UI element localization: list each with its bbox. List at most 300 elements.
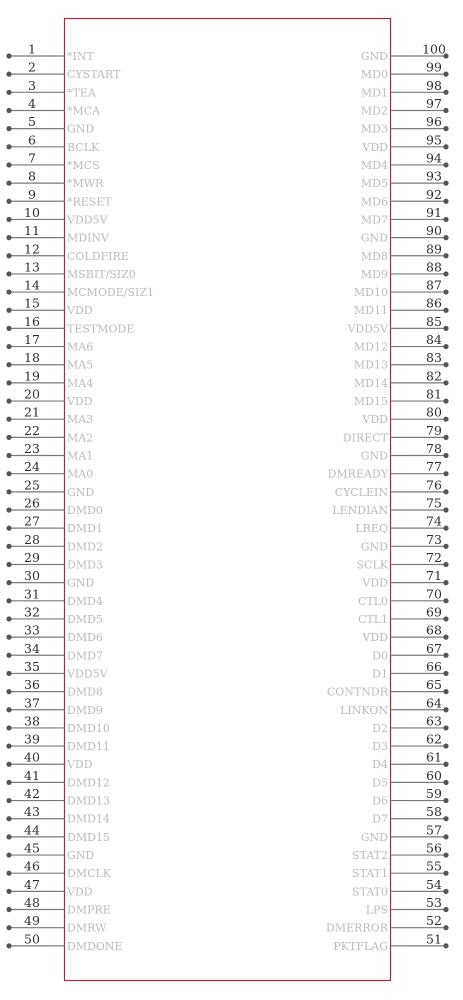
pin-end-dot	[6, 507, 11, 512]
pin-label: DMD10	[67, 721, 110, 735]
pin-number: 83	[426, 350, 442, 366]
pin-end-dot	[6, 326, 11, 331]
pin-number: 39	[24, 731, 40, 747]
pin-label: D6	[372, 794, 388, 808]
pin-end-dot	[443, 162, 448, 167]
pin-number: 70	[426, 586, 442, 602]
pin-end-dot	[443, 181, 448, 186]
pin-end-dot	[443, 871, 448, 876]
pin-end-dot	[6, 762, 11, 767]
pin-label: DMD12	[67, 776, 110, 790]
pin-label: MD11	[353, 304, 388, 318]
pin-number: 85	[426, 313, 442, 329]
pin-end-dot	[6, 144, 11, 149]
pin-end-dot	[443, 816, 448, 821]
pin-end-dot	[443, 344, 448, 349]
pin-label: MDINV	[67, 231, 109, 245]
pin-number: 38	[24, 713, 40, 729]
pin-end-dot	[6, 181, 11, 186]
pin-end-dot	[6, 90, 11, 95]
pin-number: 34	[24, 640, 40, 656]
pin-label: D4	[372, 758, 388, 772]
pin-end-dot	[443, 362, 448, 367]
pin-number: 74	[426, 513, 442, 529]
pin-end-dot	[6, 526, 11, 531]
pin-end-dot	[443, 217, 448, 222]
pin-label: COLDFIRE	[67, 249, 129, 263]
pin-label: GND	[360, 50, 388, 63]
pin-end-dot	[443, 235, 448, 240]
pin-number: 84	[426, 332, 442, 348]
pin-label: MD8	[360, 249, 388, 263]
pin-number: 66	[426, 658, 442, 674]
pin-label: VDD5V	[67, 213, 108, 227]
pin-number: 71	[426, 568, 442, 584]
pin-number: 47	[24, 876, 40, 892]
pin-number: 96	[426, 114, 442, 130]
pin-number: 1	[28, 41, 36, 57]
pin-end-dot	[443, 780, 448, 785]
pin-end-dot	[443, 144, 448, 149]
pin-label: TESTMODE	[67, 322, 135, 336]
pin-number: 62	[426, 731, 442, 747]
pin-number: 95	[426, 132, 442, 148]
pin-label: *INT	[67, 50, 94, 63]
pin-number: 36	[24, 677, 40, 693]
pin-end-dot	[443, 398, 448, 403]
pin-label: MA2	[67, 431, 94, 445]
pin-label: DMD13	[67, 794, 110, 808]
pin-number: 28	[24, 531, 40, 547]
pin-end-dot	[443, 489, 448, 494]
pin-number: 88	[426, 259, 442, 275]
pin-end-dot	[443, 616, 448, 621]
pin-number: 97	[426, 95, 442, 111]
pin-number: 12	[24, 241, 40, 257]
pin-label: MA3	[67, 413, 94, 427]
pin-label: MD10	[353, 286, 388, 300]
pin-label: VDD	[67, 304, 93, 318]
pin-label: D7	[372, 812, 388, 826]
pin-label: STAT1	[352, 867, 388, 881]
pin-number: 19	[24, 368, 40, 384]
pin-number: 91	[426, 204, 442, 220]
pin-number: 4	[28, 95, 36, 111]
pin-label: DMD4	[67, 594, 103, 608]
pin-label: CTL1	[357, 612, 388, 626]
pin-end-dot	[6, 743, 11, 748]
pin-end-dot	[6, 217, 11, 222]
pin-label: LINKON	[340, 703, 388, 717]
pin-label: LPS	[365, 903, 388, 917]
pin-number: 67	[426, 640, 442, 656]
pin-label: DMPRE	[67, 903, 111, 917]
pin-label: VDD5V	[67, 667, 108, 681]
pin-end-dot	[443, 417, 448, 422]
pin-number: 33	[24, 622, 40, 638]
pin-number: 35	[24, 658, 40, 674]
pin-number: 54	[426, 876, 442, 892]
pin-number: 9	[28, 186, 36, 202]
pin-label: DMD7	[67, 649, 103, 663]
pin-end-dot	[6, 580, 11, 585]
pin-end-dot	[443, 126, 448, 131]
pin-label: MSBIT/SIZ0	[67, 267, 136, 281]
pin-number: 48	[24, 895, 40, 911]
pin-label: GND	[67, 576, 95, 590]
pin-number: 78	[426, 441, 442, 457]
pin-end-dot	[443, 253, 448, 258]
pin-number: 63	[426, 713, 442, 729]
pin-end-dot	[6, 126, 11, 131]
pin-label: MD9	[360, 267, 388, 281]
pin-label: LENDIAN	[332, 504, 388, 517]
pin-number: 68	[426, 622, 442, 638]
pin-number: 14	[24, 277, 40, 293]
pin-48	[6, 895, 110, 917]
pin-end-dot	[6, 271, 11, 276]
pin-label: DMERROR	[326, 921, 388, 935]
pin-number: 51	[426, 931, 442, 947]
pin-label: MD1	[360, 86, 388, 100]
pin-label: VDD	[362, 631, 388, 645]
pin-end-dot	[443, 326, 448, 331]
pin-end-dot	[443, 689, 448, 694]
pin-end-dot	[6, 834, 11, 839]
pin-end-dot	[443, 798, 448, 803]
pin-number: 69	[426, 604, 442, 620]
pin-end-dot	[6, 780, 11, 785]
pin-end-dot	[443, 90, 448, 95]
pin-label: *MWR	[67, 177, 104, 191]
pin-label: BCLK	[67, 140, 100, 154]
pin-label: VDD	[362, 140, 388, 154]
pin-number: 3	[28, 77, 36, 93]
pin-number: 25	[24, 477, 40, 493]
pin-end-dot	[443, 562, 448, 567]
pin-label: MCMODE/SIZ1	[67, 286, 155, 300]
pin-number: 30	[24, 568, 40, 584]
pin-number: 64	[426, 695, 442, 711]
pin-end-dot	[6, 671, 11, 676]
pin-end-dot	[6, 471, 11, 476]
pin-number: 76	[426, 477, 442, 493]
pin-number: 79	[426, 422, 442, 438]
pin-number: 18	[24, 350, 40, 366]
pin-end-dot	[443, 671, 448, 676]
pin-number: 15	[24, 295, 40, 311]
pin-label: DMD3	[67, 558, 103, 572]
pin-label: DMD5	[67, 612, 103, 626]
pin-end-dot	[443, 889, 448, 894]
pin-end-dot	[443, 289, 448, 294]
pin-number: 10	[24, 204, 40, 220]
pin-end-dot	[6, 435, 11, 440]
pin-label: DMD8	[67, 685, 103, 699]
pin-end-dot	[443, 598, 448, 603]
pin-end-dot	[6, 162, 11, 167]
pin-end-dot	[6, 362, 11, 367]
pin-number: 17	[24, 332, 40, 348]
pin-number: 53	[426, 895, 442, 911]
pin-end-dot	[6, 72, 11, 77]
pin-label: GND	[360, 449, 388, 463]
pin-label: GND	[67, 485, 95, 499]
pin-41	[6, 768, 110, 790]
pin-label: GND	[360, 231, 388, 245]
pin-number: 94	[426, 150, 442, 166]
pin-end-dot	[443, 199, 448, 204]
pin-label: D3	[372, 740, 388, 754]
pin-number: 50	[24, 931, 40, 947]
pin-number: 11	[24, 223, 40, 239]
pin-label: DMD1	[67, 522, 103, 536]
pin-end-dot	[443, 907, 448, 912]
pin-number: 22	[24, 422, 40, 438]
pin-end-dot	[443, 653, 448, 658]
pin-label: PKTFLAG	[333, 939, 388, 953]
pin-number: 87	[426, 277, 442, 293]
pin-label: STAT2	[352, 849, 388, 863]
pin-number: 65	[426, 677, 442, 693]
pin-number: 20	[24, 386, 40, 402]
pin-label: DMD11	[67, 740, 110, 754]
pin-label: VDD	[67, 885, 93, 899]
pin-label: DIRECT	[342, 431, 388, 445]
pin-end-dot	[443, 308, 448, 313]
pin-label: MA0	[67, 467, 94, 481]
pin-label: MA6	[67, 340, 94, 354]
pin-label: VDD	[67, 395, 93, 409]
pin-end-dot	[6, 489, 11, 494]
pin-label: DMRW	[67, 921, 107, 935]
pin-end-dot	[443, 435, 448, 440]
pin-number: 26	[24, 495, 40, 511]
pin-label: D5	[372, 776, 388, 790]
pin-end-dot	[443, 526, 448, 531]
pin-label: VDD	[67, 758, 93, 772]
pin-number: 27	[24, 513, 40, 529]
pin-end-dot	[443, 762, 448, 767]
pin-end-dot	[6, 798, 11, 803]
pin-end-dot	[443, 471, 448, 476]
pin-end-dot	[443, 507, 448, 512]
pin-1	[6, 42, 94, 64]
pin-end-dot	[6, 616, 11, 621]
pin-label: DMREADY	[327, 467, 388, 481]
pin-label: VDD5V	[347, 322, 388, 336]
pin-number: 16	[24, 313, 40, 329]
pin-label: DMD15	[67, 830, 110, 844]
pin-end-dot	[443, 743, 448, 748]
pin-end-dot	[443, 580, 448, 585]
pin-number: 43	[24, 804, 40, 820]
pin-end-dot	[6, 253, 11, 258]
pin-end-dot	[6, 816, 11, 821]
pin-number: 13	[24, 259, 40, 275]
pin-label: MD6	[360, 195, 388, 209]
pin-end-dot	[6, 417, 11, 422]
pin-label: MD14	[353, 376, 388, 390]
pin-number: 57	[426, 822, 442, 838]
pin-label: D2	[372, 721, 388, 735]
pin-end-dot	[6, 889, 11, 894]
pin-end-dot	[6, 380, 11, 385]
pin-end-dot	[6, 235, 11, 240]
left-pin-group	[6, 42, 154, 953]
pin-end-dot	[6, 653, 11, 658]
pin-label: SCLK	[356, 558, 388, 572]
pin-number: 2	[28, 59, 36, 75]
pin-end-dot	[6, 635, 11, 640]
pin-end-dot	[443, 453, 448, 458]
pin-label: DMD9	[67, 703, 103, 717]
pin-end-dot	[443, 943, 448, 948]
pin-end-dot	[6, 199, 11, 204]
pin-end-dot	[443, 380, 448, 385]
pin-label: STAT0	[352, 885, 388, 899]
pin-end-dot	[443, 271, 448, 276]
pin-label: CONTNDR	[326, 685, 388, 699]
pin-number: 49	[24, 913, 40, 929]
pin-number: 6	[28, 132, 36, 148]
pin-label: MD0	[360, 68, 388, 82]
pin-end-dot	[6, 453, 11, 458]
pin-end-dot	[6, 598, 11, 603]
pin-end-dot	[443, 725, 448, 730]
pin-number: 60	[426, 767, 442, 783]
pin-label: MD12	[353, 340, 388, 354]
pin-label: MA5	[67, 358, 94, 372]
pin-end-dot	[443, 852, 448, 857]
pin-label: GND	[67, 849, 95, 863]
pin-label: GND	[360, 540, 388, 554]
pin-label: MD5	[360, 177, 388, 191]
pin-label: DMD6	[67, 631, 103, 645]
pin-number: 82	[426, 368, 442, 384]
pin-number: 29	[24, 549, 40, 565]
pin-end-dot	[6, 925, 11, 930]
pin-label: VDD	[362, 413, 388, 427]
pin-number: 56	[426, 840, 442, 856]
pin-label: LREQ	[355, 522, 388, 536]
pin-number: 45	[24, 840, 40, 856]
pin-number: 90	[426, 223, 442, 239]
pin-number: 31	[24, 586, 40, 602]
pin-label: MA4	[67, 376, 94, 390]
pin-number: 58	[426, 804, 442, 820]
pin-end-dot	[6, 344, 11, 349]
pin-end-dot	[6, 943, 11, 948]
pin-number: 77	[426, 459, 442, 475]
pin-number: 61	[426, 749, 442, 765]
pin-label: CYSTART	[67, 68, 121, 82]
pin-46	[6, 859, 111, 881]
pin-label: VDD	[362, 576, 388, 590]
pin-label: MD15	[353, 395, 388, 409]
pin-number: 23	[24, 441, 40, 457]
pin-number: 46	[24, 858, 40, 874]
pin-label: *RESET	[67, 195, 112, 209]
pin-number: 73	[426, 531, 442, 547]
pin-end-dot	[6, 544, 11, 549]
pin-number: 5	[28, 114, 36, 130]
pin-number: 32	[24, 604, 40, 620]
pin-number: 40	[24, 749, 40, 765]
pin-end-dot	[443, 635, 448, 640]
pin-end-dot	[443, 834, 448, 839]
pin-label: MA1	[67, 449, 94, 463]
pin-label: DMD0	[67, 504, 103, 517]
pin-end-dot	[443, 108, 448, 113]
pin-number: 99	[426, 59, 442, 75]
pin-end-dot	[6, 562, 11, 567]
pin-2	[6, 60, 121, 82]
pin-label: *TEA	[67, 86, 96, 100]
pin-number: 59	[426, 786, 442, 802]
pin-number: 93	[426, 168, 442, 184]
pin-label: MD7	[360, 213, 388, 227]
pin-end-dot	[6, 398, 11, 403]
pin-end-dot	[6, 725, 11, 730]
pin-number: 42	[24, 786, 40, 802]
pin-number: 86	[426, 295, 442, 311]
pin-end-dot	[443, 707, 448, 712]
pin-number: 7	[28, 150, 36, 166]
pin-label: D1	[372, 667, 388, 681]
pin-label: MD3	[360, 122, 388, 136]
pin-label: GND	[360, 830, 388, 844]
pin-number: 37	[24, 695, 40, 711]
pin-end-dot	[6, 108, 11, 113]
pin-label: DMD2	[67, 540, 103, 554]
pin-end-dot	[6, 289, 11, 294]
pin-label: MD13	[353, 358, 388, 372]
pin-label: D0	[372, 649, 388, 663]
pin-number: 21	[24, 404, 40, 420]
pin-label: DMDONE	[67, 939, 123, 953]
pin-number: 8	[28, 168, 36, 184]
right-pin-group	[326, 42, 449, 953]
pin-label: *MCS	[67, 158, 100, 172]
pin-number: 41	[24, 767, 40, 783]
pin-label: CTL0	[357, 594, 388, 608]
pin-end-dot	[6, 871, 11, 876]
pin-number: 44	[24, 822, 40, 838]
pin-end-dot	[6, 907, 11, 912]
pin-number: 98	[426, 77, 442, 93]
pin-number: 100	[422, 41, 446, 57]
pin-end-dot	[6, 689, 11, 694]
pin-label: MD2	[360, 104, 388, 118]
pin-end-dot	[6, 707, 11, 712]
pin-label: MD4	[360, 158, 388, 172]
pin-end-dot	[6, 308, 11, 313]
pin-label: GND	[67, 122, 95, 136]
pin-end-dot	[443, 72, 448, 77]
pin-end-dot	[443, 925, 448, 930]
pin-label: DMCLK	[67, 867, 112, 881]
pin-number: 55	[426, 858, 442, 874]
pin-number: 52	[426, 913, 442, 929]
pin-number: 24	[24, 459, 40, 475]
pin-label: *MCA	[67, 104, 101, 118]
pin-number: 80	[426, 404, 442, 420]
pin-end-dot	[6, 852, 11, 857]
pin-end-dot	[6, 53, 11, 58]
pin-number: 81	[426, 386, 442, 402]
pin-number: 92	[426, 186, 442, 202]
